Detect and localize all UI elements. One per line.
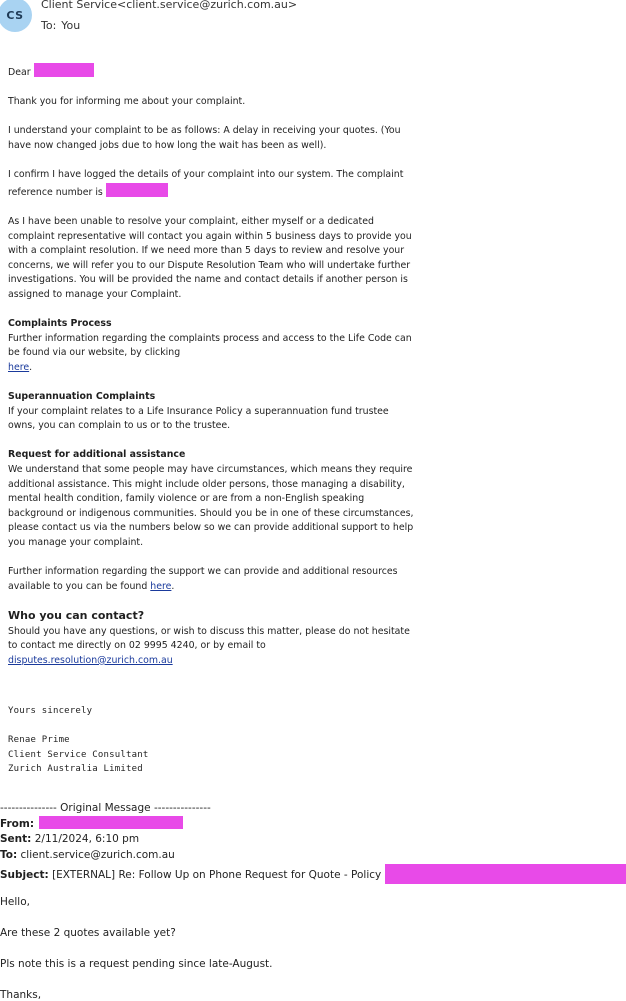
sender-name[interactable]: Client Service<client.service@zurich.com.au> xyxy=(41,0,298,11)
reference-text: I confirm I have logged the details of your complaint into our system. The complaint reference number is xyxy=(8,169,404,198)
redacted-policy-number xyxy=(385,864,626,884)
complaints-here-link[interactable]: here xyxy=(8,361,30,373)
contact-text: Should you have any questions, or wish to discuss this matter, please do not hesitate to contact me directly on 02 9995 4240, or by email to xyxy=(8,625,410,652)
original-message-separator: --------------- Original Message --------------- xyxy=(0,802,211,814)
assist-text: We understand that some people may have circumstances, which means they require additional assistance. This might include older persons, those managing a disability, mental health condition, family violence or are from a non-English speaking background or indigenous communities. Should you be in one of these circumstances, please contact us via the numbers below so we can provide additional support to help you manage your complaint. xyxy=(8,464,414,548)
greeting xyxy=(8,63,418,81)
contact-heading: Who you can contact? xyxy=(8,608,145,622)
recipient-line xyxy=(41,19,80,32)
original-line-thanks: Thanks, xyxy=(0,989,42,1001)
original-to-label: To: xyxy=(0,849,18,861)
redacted-reference-number xyxy=(106,183,168,197)
signature xyxy=(8,733,418,777)
original-subject-row xyxy=(0,864,626,884)
to-label: To: xyxy=(41,19,57,32)
email-header xyxy=(0,0,626,40)
complaints-text: Further information regarding the complaints process and access to the Life Code can be found via our website, by clicking xyxy=(8,332,412,359)
original-line-hello: Hello, xyxy=(0,896,30,908)
original-to-value[interactable]: client.service@zurich.com.au xyxy=(20,849,175,861)
super-text: If your complaint relates to a Life Insurance Policy a superannuation fund trustee owns, you can complain to us or to the trustee. xyxy=(8,405,389,432)
avatar[interactable]: CS xyxy=(0,0,32,32)
original-line-note: Pls note this is a request pending since late-August. xyxy=(0,958,273,970)
paragraph-complaint-summary: I understand your complaint to be as follows: A delay in receiving your quotes. (You have now changed jobs due to how long the wait has been as well). xyxy=(8,125,401,151)
section-superannuation xyxy=(8,390,418,434)
redacted-name xyxy=(34,63,94,77)
assist-heading: Request for additional assistance xyxy=(8,449,186,461)
sent-value: 2/11/2024, 6:10 pm xyxy=(34,833,140,845)
subject-label: Subject: xyxy=(0,869,49,881)
original-from-row xyxy=(0,816,183,830)
greeting-text: Dear xyxy=(8,67,31,78)
from-label: From: xyxy=(0,818,35,830)
signature-title: Client Service Consultant xyxy=(8,749,149,760)
original-sent-row xyxy=(0,833,139,845)
paragraph-thanks: Thank you for informing me about your complaint. xyxy=(8,96,246,108)
complaints-heading: Complaints Process xyxy=(8,318,112,330)
contact-email-link[interactable]: disputes.resolution@zurich.com.au xyxy=(8,654,173,666)
paragraph-reference xyxy=(8,168,418,200)
redacted-from-address xyxy=(39,816,183,829)
signoff: Yours sincerely xyxy=(8,706,93,717)
original-to-row xyxy=(0,849,175,861)
signature-company: Zurich Australia Limited xyxy=(8,764,143,775)
sent-label: Sent: xyxy=(0,833,32,845)
support-text: Further information regarding the support we can provide and additional resources available to you can be found xyxy=(8,566,398,592)
paragraph-resolution: As I have been unable to resolve your complaint, either myself or a dedicated complaint representative will contact you again within 5 business days to provide you with a complaint resolution. If we need more than 5 days to review and resolve your concerns, we will refer you to our Dispute Resolution Team who will undertake further investigations. You will be provided the name and contact details if another person is assigned to manage your Complaint. xyxy=(8,215,412,300)
section-complaints-process: Complaints Process Further information regarding the complaints process and access to the Life Code can be found via our website, by clicking here. xyxy=(8,318,412,373)
support-here-link[interactable]: here xyxy=(150,580,172,592)
signature-name: Renae Prime xyxy=(8,734,70,745)
section-contact xyxy=(8,609,418,668)
paragraph-support: Further information regarding the support we can provide and additional resources available to you can be found here. xyxy=(8,566,398,592)
section-additional-assistance xyxy=(8,448,418,550)
email-body xyxy=(8,63,418,777)
subject-value: [EXTERNAL] Re: Follow Up on Phone Request for Quote - Policy xyxy=(52,869,382,881)
original-line-question: Are these 2 quotes available yet? xyxy=(0,927,176,939)
super-heading: Superannuation Complaints xyxy=(8,391,156,403)
to-value[interactable]: You xyxy=(61,19,81,32)
